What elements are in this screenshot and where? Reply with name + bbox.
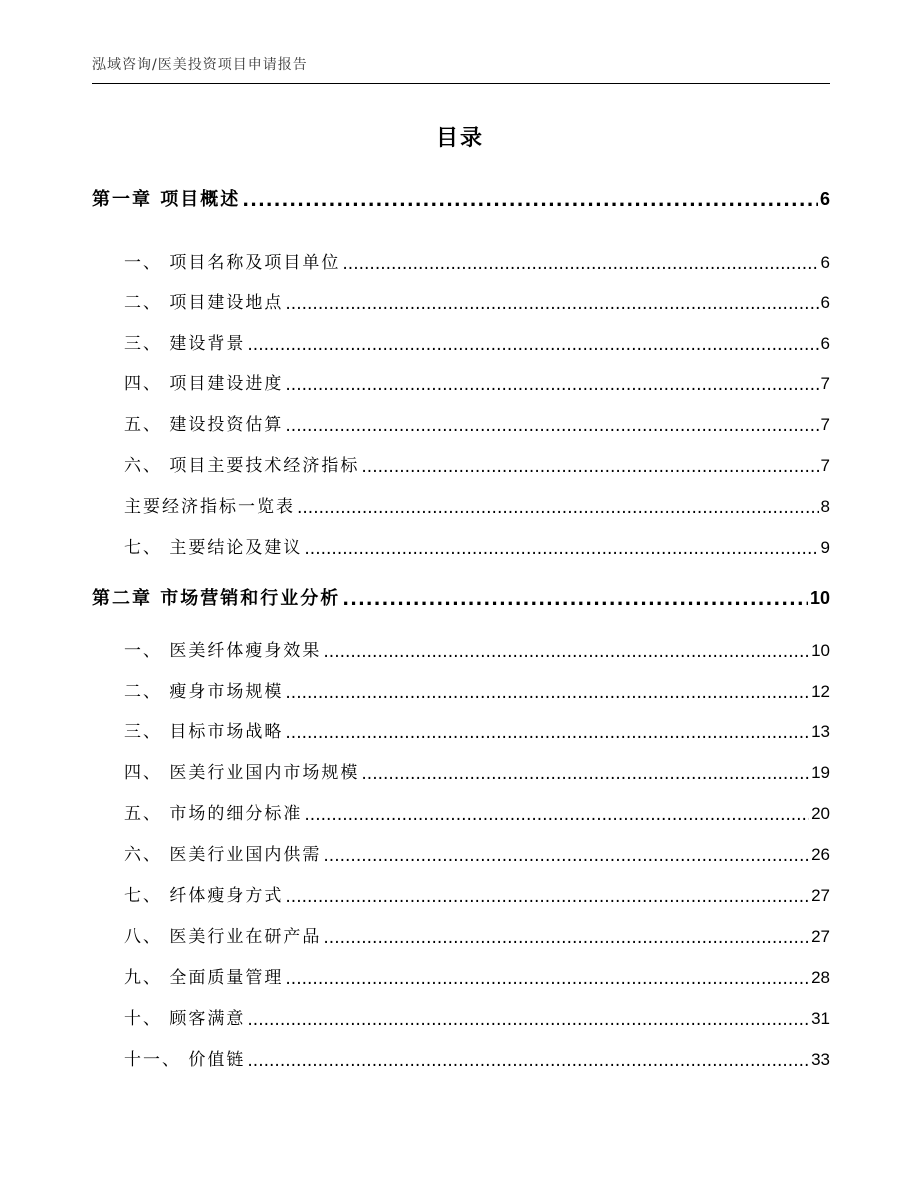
dot-leader xyxy=(304,805,809,825)
dot-leader xyxy=(361,764,809,784)
toc-entry-label: 二、 瘦身市场规模 xyxy=(124,682,284,702)
toc-entry-label: 第二章 市场营销和行业分析 xyxy=(92,588,341,609)
dot-leader xyxy=(242,190,818,211)
toc-page-number: 6 xyxy=(820,293,830,312)
toc-page-number: 13 xyxy=(811,722,830,741)
toc-entry-label: 十一、 价值链 xyxy=(124,1050,246,1070)
dot-leader xyxy=(285,723,809,743)
toc-page-number: 7 xyxy=(820,415,830,434)
toc-section-entry[interactable] xyxy=(124,410,830,435)
toc-page-number: 19 xyxy=(811,763,830,782)
toc-section-entry[interactable] xyxy=(124,451,830,476)
toc-page-number: 6 xyxy=(820,253,830,272)
toc-page-number: 10 xyxy=(809,588,830,608)
toc-entry-label: 六、 医美行业国内供需 xyxy=(124,845,322,865)
toc-entry-label: 四、 项目建设进度 xyxy=(124,374,284,394)
dot-leader xyxy=(247,335,818,355)
toc-page-number: 7 xyxy=(820,374,830,393)
toc-entry-label: 七、 纤体瘦身方式 xyxy=(124,886,284,906)
toc-page-number: 27 xyxy=(811,886,830,905)
toc-section-entry[interactable] xyxy=(124,533,830,558)
toc-chapter-2[interactable] xyxy=(92,584,830,610)
dot-leader xyxy=(247,1051,809,1071)
dot-leader xyxy=(342,254,818,274)
toc-page-number: 12 xyxy=(811,682,830,701)
toc-entry-label: 四、 医美行业国内市场规模 xyxy=(124,763,360,783)
toc-page-number: 10 xyxy=(811,641,830,660)
toc-section-entry[interactable] xyxy=(124,717,830,742)
toc-section-entry[interactable] xyxy=(124,329,830,354)
toc-page-number: 20 xyxy=(811,804,830,823)
toc-section-entry[interactable] xyxy=(124,799,830,824)
toc-entry-label: 一、 医美纤体瘦身效果 xyxy=(124,641,322,661)
toc-section-entry[interactable] xyxy=(124,677,830,702)
toc-page-number: 26 xyxy=(811,845,830,864)
dot-leader xyxy=(285,416,818,436)
toc-section-entry[interactable] xyxy=(124,1045,830,1070)
toc-page-number: 9 xyxy=(820,538,830,557)
toc-page-number: 33 xyxy=(811,1050,830,1069)
toc-entry-label: 二、 项目建设地点 xyxy=(124,293,284,313)
toc-title: 目录 xyxy=(435,126,484,151)
toc-entry-label: 五、 建设投资估算 xyxy=(124,415,284,435)
dot-leader xyxy=(297,498,819,518)
toc-entry-label: 九、 全面质量管理 xyxy=(124,968,284,988)
toc-section-entry[interactable] xyxy=(124,288,830,313)
dot-leader xyxy=(285,887,809,907)
toc-chapter-1[interactable] xyxy=(92,185,830,211)
dot-leader xyxy=(285,969,809,989)
dot-leader xyxy=(342,589,808,610)
toc-section-entry[interactable] xyxy=(124,248,830,273)
toc-page-number: 8 xyxy=(820,497,830,516)
toc-section-entry[interactable] xyxy=(124,636,830,661)
toc-entry-label: 主要经济指标一览表 xyxy=(124,497,295,517)
dot-leader xyxy=(247,1010,809,1030)
toc-section-entry[interactable] xyxy=(124,840,830,865)
toc-entry-label: 七、 主要结论及建议 xyxy=(124,538,303,558)
toc-page-number: 27 xyxy=(811,927,830,946)
toc-entry-label: 一、 项目名称及项目单位 xyxy=(124,253,341,273)
toc-entry-label: 三、 目标市场战略 xyxy=(124,722,284,742)
dot-leader xyxy=(304,539,818,559)
toc-entry-label: 三、 建设背景 xyxy=(124,334,246,354)
dot-leader xyxy=(323,642,809,662)
page-header: 泓域咨询/医美投资项目申请报告 xyxy=(92,57,308,73)
toc-page-number: 6 xyxy=(820,334,830,353)
toc-entry-label: 八、 医美行业在研产品 xyxy=(124,927,322,947)
dot-leader xyxy=(323,928,809,948)
toc-section-entry[interactable] xyxy=(124,369,830,394)
toc-entry-label: 第一章 项目概述 xyxy=(92,189,241,210)
toc-page-number: 31 xyxy=(811,1009,830,1028)
toc-page-number: 6 xyxy=(819,189,830,209)
dot-leader xyxy=(285,683,809,703)
toc-entry-label: 五、 市场的细分标准 xyxy=(124,804,303,824)
toc-section-entry[interactable] xyxy=(124,1004,830,1029)
dot-leader xyxy=(323,846,809,866)
dot-leader xyxy=(285,294,818,314)
toc-section-entry[interactable] xyxy=(124,492,830,517)
toc-section-entry[interactable] xyxy=(124,758,830,783)
toc-entry-label: 六、 项目主要技术经济指标 xyxy=(124,456,360,476)
dot-leader xyxy=(285,375,818,395)
dot-leader xyxy=(361,457,818,477)
toc-section-entry[interactable] xyxy=(124,881,830,906)
toc-page-number: 28 xyxy=(811,968,830,987)
toc-section-entry[interactable] xyxy=(124,963,830,988)
toc-entry-label: 十、 顾客满意 xyxy=(124,1009,246,1029)
toc-page-number: 7 xyxy=(820,456,830,475)
toc-section-entry[interactable] xyxy=(124,922,830,947)
